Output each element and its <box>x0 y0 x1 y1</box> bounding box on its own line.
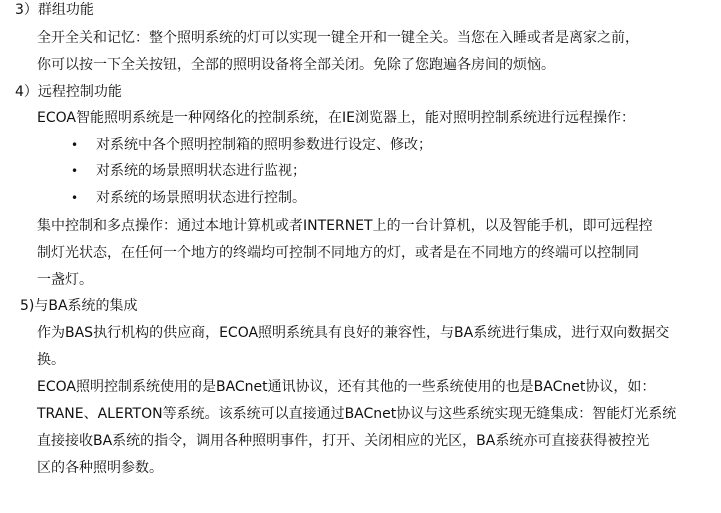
paragraph-line: ECOA照明控制系统使用的是BACnet通讯协议，还有其他的一些系统使用的也是BACnet协议，如： <box>37 379 656 395</box>
paragraph-line: 作为BAS执行机构的供应商，ECOA照明系统具有良好的兼容性，与BA系统进行集成，进行双向数据交 <box>37 325 670 341</box>
paragraph-line: 制灯光状态，在任何一个地方的终端均可控制不同地方的灯，或者是在不同地方的终端可以控制同 <box>37 245 639 261</box>
section-heading-ba-integration: 5)与BA系统的集成 <box>20 298 138 314</box>
bullet-icon: • <box>71 138 79 152</box>
section-heading-group-function: 3）群组功能 <box>15 2 94 18</box>
list-item <box>37 135 717 155</box>
bullet-icon: • <box>71 191 79 205</box>
list-item-text: 对系统中各个照明控制箱的照明参数进行设定、修改； <box>96 137 432 153</box>
paragraph-line: 区的各种照明参数。 <box>37 460 163 476</box>
bullet-icon: • <box>71 164 79 178</box>
paragraph-line: 集中控制和多点操作：通过本地计算机或者INTERNET上的一台计算机，以及智能手机，即可远程控 <box>37 218 653 234</box>
paragraph-line: 一盏灯。 <box>37 272 93 288</box>
list-item <box>37 161 717 181</box>
paragraph-line: TRANE、ALERTON等系统。该系统可以直接通过BACnet协议与这些系统实现无缝集成：智能灯光系统 <box>37 406 677 422</box>
paragraph-line: ECOA智能照明系统是一种网络化的控制系统，在IE浏览器上，能对照明控制系统进行远程操作： <box>37 110 635 126</box>
paragraph-line: 换。 <box>37 352 65 368</box>
paragraph-line: 直接接收BA系统的指令，调用各种照明事件，打开、关闭相应的光区，BA系统亦可直接获得被控光 <box>37 433 650 449</box>
paragraph-line: 你可以按一下全关按钮，全部的照明设备将全部关闭。免除了您跑遍各房间的烦恼。 <box>37 57 555 73</box>
list-item-text: 对系统的场景照明状态进行监视； <box>96 163 306 179</box>
section-heading-remote-control: 4）远程控制功能 <box>15 84 122 100</box>
paragraph-line: 全开全关和记忆：整个照明系统的灯可以实现一键全开和一键全关。当您在入睡或者是离家之前， <box>37 30 639 46</box>
list-item-text: 对系统的场景照明状态进行控制。 <box>96 190 306 206</box>
list-item <box>37 188 717 208</box>
